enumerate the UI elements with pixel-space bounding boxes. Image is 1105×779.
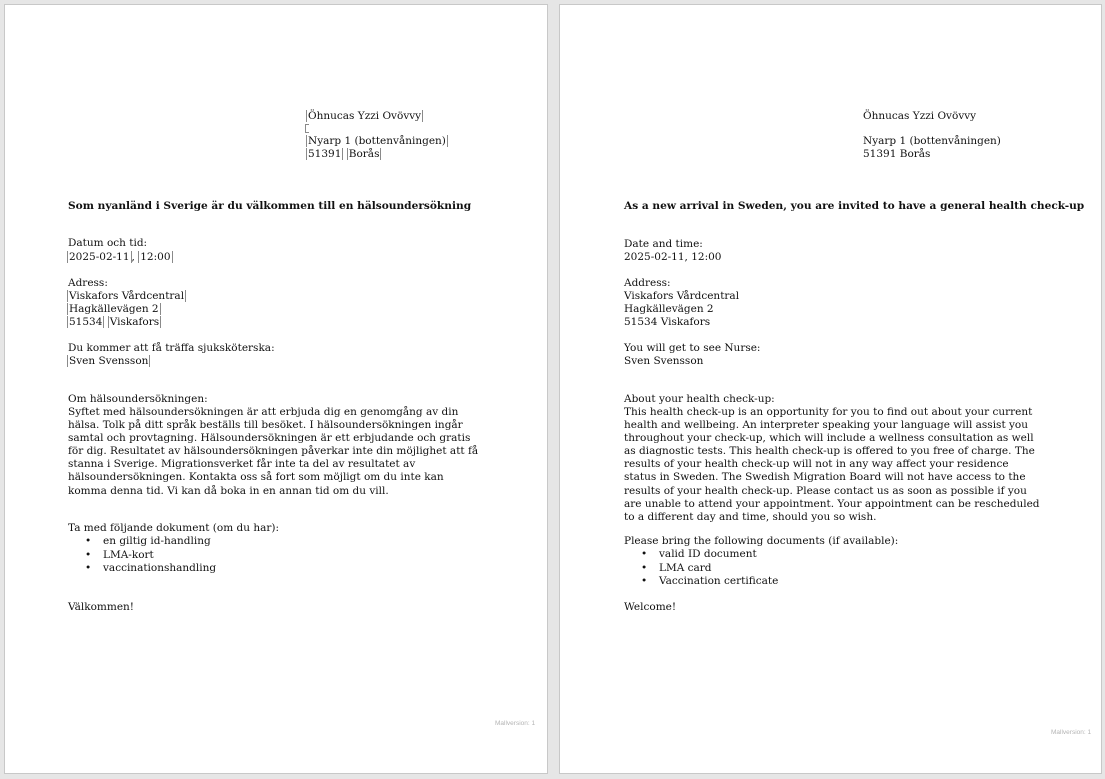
clinic-street[interactable]: Hagkällevägen 2 (69, 303, 159, 315)
datetime-label: Datum och tid: (68, 237, 148, 249)
empty-field-marker (305, 124, 309, 133)
recipient-street[interactable]: Nyarp 1 (bottenvåningen) (308, 135, 446, 147)
nurse-label: You will get to see Nurse: (624, 342, 761, 354)
recipient-zip-city[interactable]: 51391 Borås (308, 148, 380, 160)
bring-label: Ta med följande dokument (om du har): (68, 522, 279, 534)
letter-heading: As a new arrival in Sweden, you are invited to have a general health check-up (624, 200, 1085, 212)
recipient-street: Nyarp 1 (bottenvåningen) (863, 135, 1001, 147)
appointment-datetime: 2025-02-11, 12:00 (624, 251, 722, 263)
recipient-name[interactable]: Öhnucas Yzzi Ovövvy (308, 110, 422, 122)
bring-label: Please bring the following documents (if available): (624, 535, 899, 547)
nurse-name: Sven Svensson (624, 355, 704, 367)
list-item: • LMA card (624, 562, 778, 576)
recipient-zip-city: 51391 Borås (863, 148, 931, 160)
nurse-label: Du kommer att få träffa sjuksköterska: (68, 342, 275, 354)
documents-list (624, 548, 778, 589)
datetime-label: Date and time: (624, 238, 703, 250)
recipient-name: Öhnucas Yzzi Ovövvy (863, 110, 977, 122)
clinic-zip-city: 51534 Viskafors (624, 316, 711, 328)
address-label: Adress: (68, 277, 108, 289)
list-item: • en giltig id-handling (68, 535, 216, 549)
list-item: • valid ID document (624, 548, 778, 562)
closing: Welcome! (624, 601, 677, 613)
about-label: Om hälsoundersökningen: (68, 393, 208, 405)
document-page-swedish[interactable] (4, 4, 548, 774)
appointment-datetime[interactable]: 2025-02-11 , 12:00 (69, 251, 171, 263)
clinic-street: Hagkällevägen 2 (624, 303, 714, 315)
clinic-name[interactable]: Viskafors Vårdcentral (69, 290, 185, 302)
clinic-zip-city[interactable]: 51534 Viskafors (69, 316, 160, 328)
list-item: • Vaccination certificate (624, 575, 778, 589)
closing: Välkommen! (68, 601, 135, 613)
template-version: Mallversion: 1 (495, 720, 536, 727)
list-item: • vaccinationshandling (68, 562, 216, 576)
documents-list (68, 535, 216, 576)
about-text: This health check-up is an opportunity for you to find out about your current health and wellbeing. An interpreter speaking your language will assist you throughout your check-up, which will include a wellness consultation as well as diagnostic tests. This health check-up is offered to you free of charge. The results of your health check-up will not in any way affect your residence status in Sweden. The Swedish Migration Board will not have access to the results of your health check-up. Please contact us as soon as possible if you are unable to attend your appointment. Your appointment can be rescheduled to a different day and time, should you so wish. (624, 406, 1040, 523)
nurse-name[interactable]: Sven Svensson (69, 355, 149, 367)
clinic-name: Viskafors Vårdcentral (624, 290, 740, 302)
address-label: Address: (624, 277, 671, 289)
list-item: • LMA-kort (68, 549, 216, 563)
template-version: Mallversion: 1 (1051, 729, 1092, 736)
document-page-english[interactable] (559, 4, 1102, 774)
about-label: About your health check-up: (624, 393, 775, 405)
letter-heading: Som nyanländ i Sverige är du välkommen till en hälsoundersökning (68, 200, 472, 212)
about-text: Syftet med hälsoundersökningen är att erbjuda dig en genomgång av din hälsa. Tolk på ditt språk beställs till besöket. I hälsoundersökningen ingår samtal och provtagning. Hälsoundersökningen är ett erbjudande och gratis för dig. Resultatet av hälsoundersökningen påverkar inte din möjlighet att få stanna i Sverige. Migrationsverket får inte ta del av resultatet av hälsoundersökningen. Kontakta oss så fort som möjligt om du inte kan komma denna tid. Vi kan då boka in en annan tid om du vill. (68, 406, 479, 497)
